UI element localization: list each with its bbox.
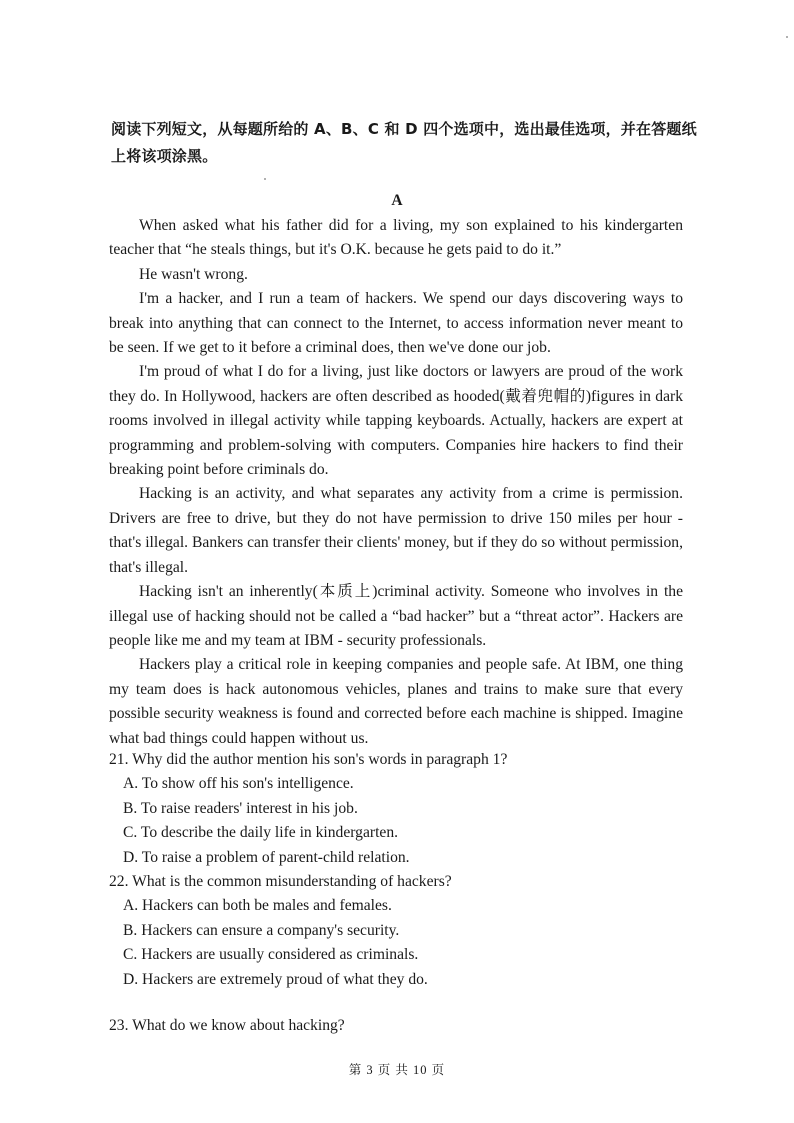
passage-paragraph: Hacking is an activity, and what separates any activity from a crime is permission. Drivers are free to drive, but they do not have permission to drive 150 miles per hour - that's illegal. Bankers can transfer their clients' money, but if they do so without permission, that's illegal. bbox=[109, 485, 683, 576]
option-d: D. Hackers are extremely proud of what they do. bbox=[123, 970, 428, 988]
passage-paragraph: When asked what his father did for a living, my son explained to his kindergarten teacher that “he steals things, but it's O.K. because he gets paid to do it.” bbox=[109, 217, 683, 259]
option-a: A. To show off his son's intelligence. bbox=[123, 775, 354, 793]
reading-passage bbox=[109, 214, 683, 751]
instructions: 阅读下列短文，从每题所给的 A、B、C 和 D 四个选项中，选出最佳选项，并在答题纸上将该项涂黑。 bbox=[111, 120, 697, 165]
option-list bbox=[109, 772, 689, 870]
section-label: A bbox=[391, 192, 403, 209]
scan-speck bbox=[264, 178, 266, 180]
passage-paragraph: He wasn't wrong. bbox=[139, 265, 248, 283]
option-b: B. Hackers can ensure a company's security. bbox=[123, 921, 400, 939]
question-23-stem: 23. What do we know about hacking? bbox=[109, 1017, 345, 1034]
option-c: C. To describe the daily life in kindergarten. bbox=[123, 824, 399, 842]
option-list bbox=[109, 894, 689, 992]
question-22 bbox=[109, 870, 689, 992]
page-footer: 第 3 页 共 10 页 bbox=[348, 1063, 446, 1077]
question-stem: 21. Why did the author mention his son's words in paragraph 1? bbox=[109, 751, 508, 768]
scan-speck bbox=[786, 36, 788, 38]
question-21 bbox=[109, 748, 689, 870]
passage-paragraph: I'm a hacker, and I run a team of hackers. We spend our days discovering ways to break into anything that can connect to the Internet, to access information never meant to be seen. If we get to it before a criminal does, then we've done our job. bbox=[109, 290, 683, 357]
passage-paragraph: I'm proud of what I do for a living, just like doctors or lawyers are proud of the work they do. In Hollywood, hackers are often described as hooded(戴着兜帽的)figures in dark rooms involved in illegal activity while tapping keyboards. Actually, hackers are expert at programming and problem-solving with computers. Companies hire hackers to find their breaking point before criminals do. bbox=[109, 363, 683, 479]
question-stem: 22. What is the common misunderstanding of hackers? bbox=[109, 873, 452, 891]
option-b: B. To raise readers' interest in his job. bbox=[123, 799, 358, 817]
question-list bbox=[109, 748, 689, 992]
passage-paragraph: Hackers play a critical role in keeping companies and people safe. At IBM, one thing my team does is hack autonomous vehicles, planes and trains to make sure that every possible security weakness is found and corrected before each machine is shipped. Imagine what bad things could happen without us. bbox=[109, 656, 683, 747]
option-c: C. Hackers are usually considered as criminals. bbox=[123, 946, 419, 964]
passage-paragraph: Hacking isn't an inherently(本质上)criminal activity. Someone who involves in the illegal use of hacking should not be called a “bad hacker” but a “threat actor”. Hackers are people like me and my team at IBM - security professionals. bbox=[109, 583, 683, 649]
option-a: A. Hackers can both be males and females. bbox=[123, 897, 392, 915]
option-d: D. To raise a problem of parent-child relation. bbox=[123, 848, 410, 866]
